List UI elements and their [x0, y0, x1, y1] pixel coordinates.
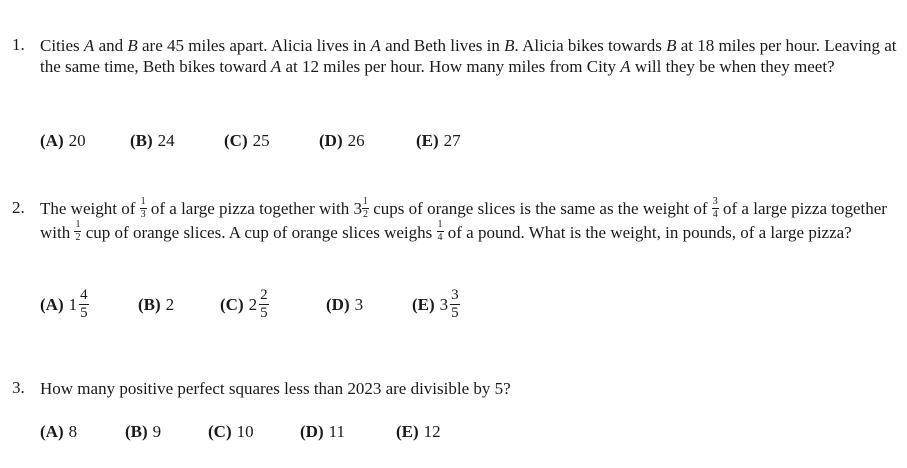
choice-a[interactable]: (A) 1 $\frac{4}{5}$ [40, 287, 88, 321]
answer-choices [40, 131, 461, 151]
problem-text: The weight of $\frac{1}{3}$ of a large pizza together with 3 $\frac{1}{2}$ cups of orange slices is the same as the weight of $\frac{3}{4}$ of a large pizza together with $\frac{1}{2}$ cup of orange slices. A cup of orange slices weighs $\frac{1}{4}$ of a pound. What is the weight, in pounds, of a large pizza? [40, 195, 887, 244]
fraction: $\frac{3}{5}$ [451, 287, 459, 321]
problem-number: 2. [12, 198, 25, 217]
problem-number: 1. [12, 35, 25, 54]
problem-number: 3. [12, 378, 25, 397]
fraction: $\frac{2}{5}$ [260, 287, 268, 321]
answer-choices [40, 288, 460, 321]
choice-c[interactable]: (C) 10 [208, 422, 254, 441]
choice-b[interactable]: (B) 2 [138, 294, 175, 314]
problem-text: Cities A and B are 45 miles apart. Alicia lives in A and Beth lives in B. Alicia bikes towards B at 18 miles per hour. Leaving at the same time, Beth bikes toward A at 12 miles per hour. How many miles from City A will they be when they meet? [40, 36, 897, 76]
fraction: $\frac{1}{2}$ [363, 195, 369, 220]
problem-2 [12, 195, 899, 321]
choice-e[interactable]: (E) 12 [396, 422, 441, 441]
choice-d[interactable]: (D) 26 [319, 131, 365, 150]
choice-d[interactable]: (D) 3 [326, 294, 364, 314]
choice-c[interactable]: (C) 25 [224, 131, 270, 150]
fraction: $\frac{1}{3}$ [140, 195, 146, 220]
choice-a[interactable]: (A) 20 [40, 131, 86, 150]
choice-e[interactable]: (E) 3 $\frac{3}{5}$ [412, 287, 459, 321]
problem-3 [12, 378, 899, 441]
choice-e[interactable]: (E) 27 [416, 131, 461, 150]
fraction: $\frac{4}{5}$ [80, 287, 88, 321]
choice-c[interactable]: (C) 2 $\frac{2}{5}$ [220, 287, 268, 321]
fraction: $\frac{3}{4}$ [712, 195, 718, 220]
choice-b[interactable]: (B) 9 [125, 422, 162, 441]
choice-b[interactable]: (B) 24 [130, 131, 175, 150]
problem-1 [12, 35, 899, 150]
problem-text: How many positive perfect squares less than 2023 are divisible by 5? [40, 379, 511, 398]
choice-d[interactable]: (D) 11 [300, 422, 345, 441]
fraction: $\frac{1}{4}$ [437, 219, 443, 244]
fraction: $\frac{1}{2}$ [75, 219, 81, 244]
answer-choices [40, 422, 441, 442]
choice-a[interactable]: (A) 8 [40, 422, 78, 441]
